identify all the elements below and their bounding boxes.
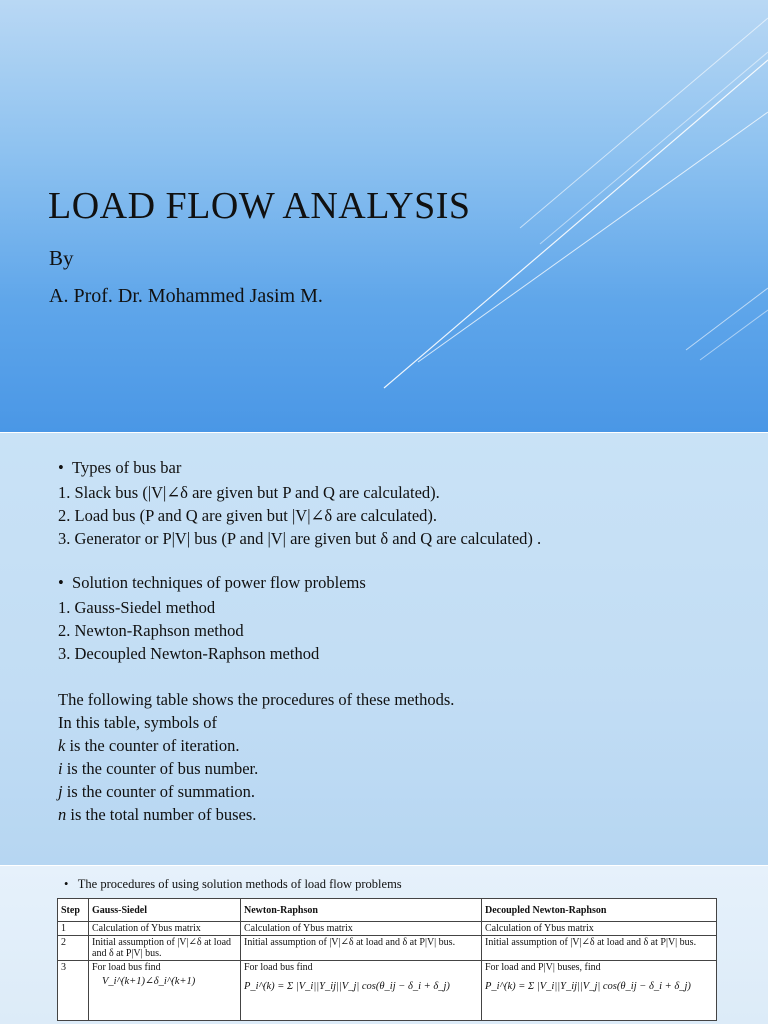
symbol-definition (58, 780, 255, 803)
cell-text: For load and P|V| buses, find (485, 962, 601, 973)
author-name: A. Prof. Dr. Mohammed Jasim M. (49, 285, 323, 307)
formula-dnr: P_i^(k) = Σ |V_i||Y_ij||V_j| cos(θ_ij − δ_i + δ_j) (485, 981, 691, 992)
table-cell (482, 961, 717, 1021)
bullet-types (58, 458, 181, 478)
table-row (58, 961, 717, 1021)
header-cell: Decoupled Newton-Raphson (482, 899, 717, 922)
method-item: 3. Decoupled Newton-Raphson method (58, 644, 320, 663)
table-slide (0, 866, 768, 1024)
table-row (58, 936, 717, 961)
bullet-techniques (58, 573, 366, 593)
method-item: 1. Gauss-Siedel method (58, 598, 216, 617)
method-item: 2. Newton-Raphson method (58, 621, 244, 640)
header-cell: Gauss-Siedel (89, 899, 241, 922)
bus-type-item: 3. Generator or P|V| bus (P and |V| are given but δ and Q are calculated) . (58, 529, 542, 548)
table-cell (89, 961, 241, 1021)
table-cell: Initial assumption of |V|∠δ at load and δ at P|V| bus. (89, 936, 241, 961)
caption-text: The procedures of using solution methods of load flow problems (77, 877, 402, 891)
bullet-text: Solution techniques of power flow problems (72, 573, 366, 592)
table-cell: 3 (58, 961, 89, 1021)
table-cell: Calculation of Ybus matrix (241, 922, 482, 936)
table-cell: Calculation of Ybus matrix (482, 922, 717, 936)
symbol-desc: is the total number of buses. (66, 805, 257, 824)
title-slide (0, 0, 768, 432)
cell-text: For load bus find (244, 962, 313, 973)
symbol-definition (58, 757, 258, 780)
table-row (58, 922, 717, 936)
symbol-definition (58, 734, 239, 757)
formula-gs: V_i^(k+1)∠δ_i^(k+1) (102, 976, 196, 987)
cell-text: For load bus find (92, 962, 161, 973)
table-cell: 1 (58, 922, 89, 936)
symbol-desc: is the counter of summation. (62, 782, 256, 801)
by-label: By (49, 246, 74, 270)
bus-type-item: 1. Slack bus (|V|∠δ are given but P and Q are calculated). (58, 483, 440, 502)
bullet-icon: • (58, 458, 73, 477)
symbol-desc: is the counter of iteration. (65, 736, 240, 755)
symbol-definition (58, 803, 256, 826)
symbol: i (58, 759, 63, 778)
table-cell: Initial assumption of |V|∠δ at load and δ at P|V| bus. (482, 936, 717, 961)
bullet-text: Types of bus bar (72, 458, 182, 477)
table-caption (64, 877, 402, 892)
intro-text: In this table, symbols of (58, 713, 218, 732)
header-cell: Newton-Raphson (241, 899, 482, 922)
bullet-icon: • (64, 877, 78, 891)
content-slide (0, 433, 768, 865)
table-cell: 2 (58, 936, 89, 961)
methods-table (57, 898, 717, 1021)
table-cell: Initial assumption of |V|∠δ at load and δ at P|V| bus. (241, 936, 482, 961)
symbol: k (58, 736, 66, 755)
table-header-row (58, 899, 717, 922)
table-cell: Calculation of Ybus matrix (89, 922, 241, 936)
page-title: LOAD FLOW ANALYSIS (48, 185, 471, 227)
bus-type-item: 2. Load bus (P and Q are given but |V|∠δ are calculated). (58, 506, 438, 525)
symbol-desc: is the counter of bus number. (62, 759, 259, 778)
table-cell (241, 961, 482, 1021)
bullet-icon: • (58, 573, 73, 592)
intro-text: The following table shows the procedures of these methods. (58, 690, 455, 709)
formula-nr: P_i^(k) = Σ |V_i||Y_ij||V_j| cos(θ_ij − δ_i + δ_j) (244, 981, 450, 992)
header-cell: Step (58, 899, 89, 922)
symbol: n (58, 805, 67, 824)
symbol: j (58, 782, 63, 801)
